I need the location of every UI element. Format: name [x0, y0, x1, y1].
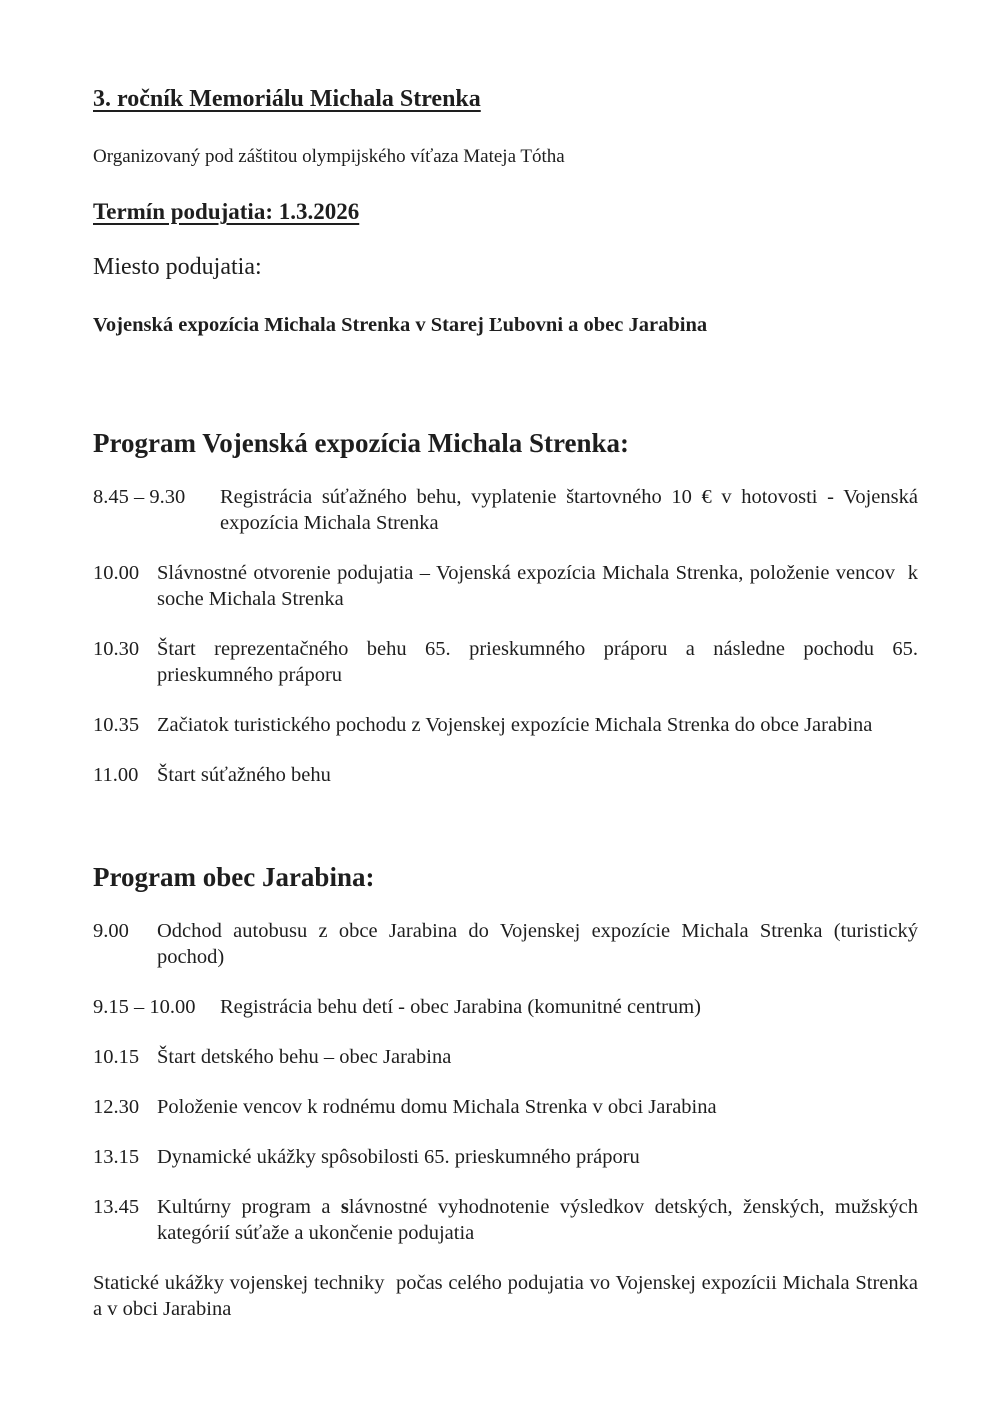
program-1-heading: Program Vojenská expozícia Michala Strenka:	[93, 428, 629, 458]
schedule-item	[93, 1094, 918, 1120]
time-label: 8.45 – 9.30	[93, 486, 186, 508]
item-text: Registrácia súťažného behu, vyplatenie štartovného 10 € v hotovosti - Vojenská expozícia Michala Strenka	[220, 486, 924, 534]
time-label: 12.30	[93, 1096, 140, 1118]
schedule-item	[93, 1144, 918, 1170]
item-text: Začiatok turistického pochodu z Vojenskej expozície Michala Strenka do obce Jarabina	[157, 714, 873, 736]
program-section-expozicia	[93, 428, 924, 788]
schedule-item	[93, 762, 918, 788]
item-text: Štart reprezentačného behu 65. prieskumného práporu a následne pochodu 65. prieskumného práporu	[157, 638, 924, 686]
time-label: 13.45	[93, 1196, 140, 1218]
schedule-item	[93, 484, 924, 536]
time-label: 10.00	[93, 562, 140, 584]
schedule-item	[93, 1044, 918, 1070]
item-text: Dynamické ukážky spôsobilosti 65. prieskumného práporu	[157, 1146, 640, 1168]
time-label: 9.00	[93, 920, 129, 942]
time-label: 9.15 – 10.00	[93, 996, 196, 1018]
item-text: Odchod autobusu z obce Jarabina do Vojenskej expozície Michala Strenka (turistický pochod)	[157, 920, 924, 968]
item-text: Štart súťažného behu	[157, 764, 331, 786]
item-text-fragment: Kultúrny program a	[157, 1196, 341, 1218]
time-label: 10.15	[93, 1046, 140, 1068]
footer-note: Statické ukážky vojenskej techniky počas celého podujatia vo Vojenskej expozícii Michala Strenka a v obci Jarabina	[93, 1272, 924, 1320]
time-label: 10.30	[93, 638, 140, 660]
time-label: 10.35	[93, 714, 140, 736]
event-date-heading: Termín podujatia: 1.3.2026	[93, 199, 360, 224]
subtitle: Organizovaný pod záštitou olympijského víťaza Mateja Tótha	[93, 146, 565, 167]
time-label: 13.15	[93, 1146, 140, 1168]
item-text	[157, 1194, 924, 1246]
schedule-item	[93, 636, 924, 688]
item-text-fragment: lávnostné vyhodnotenie výsledkov detských, ženských, mužských kategórií súťaže a ukončenie podujatia	[157, 1196, 924, 1244]
location-heading: Miesto podujatia:	[93, 254, 262, 280]
time-label: 11.00	[93, 764, 139, 786]
schedule-item	[93, 1194, 924, 1246]
location-line: Vojenská expozícia Michala Strenka v Starej Ľubovni a obec Jarabina	[93, 314, 708, 336]
item-text: Slávnostné otvorenie podujatia – Vojenská expozícia Michala Strenka, položenie vencov k soche Michala Strenka	[157, 562, 924, 610]
program-2-heading: Program obec Jarabina:	[93, 862, 375, 892]
program-section-jarabina	[93, 862, 924, 1246]
item-text: Registrácia behu detí - obec Jarabina (komunitné centrum)	[220, 996, 701, 1018]
schedule-item	[93, 918, 924, 970]
item-text: Položenie vencov k rodnému domu Michala Strenka v obci Jarabina	[157, 1096, 717, 1118]
item-text: Štart detského behu – obec Jarabina	[157, 1046, 452, 1068]
schedule-item	[93, 994, 918, 1020]
item-text-fragment-bold: s	[340, 1196, 349, 1218]
schedule-item	[93, 712, 918, 738]
document-title: 3. ročník Memoriálu Michala Strenka	[93, 86, 481, 112]
schedule-item	[93, 560, 924, 612]
